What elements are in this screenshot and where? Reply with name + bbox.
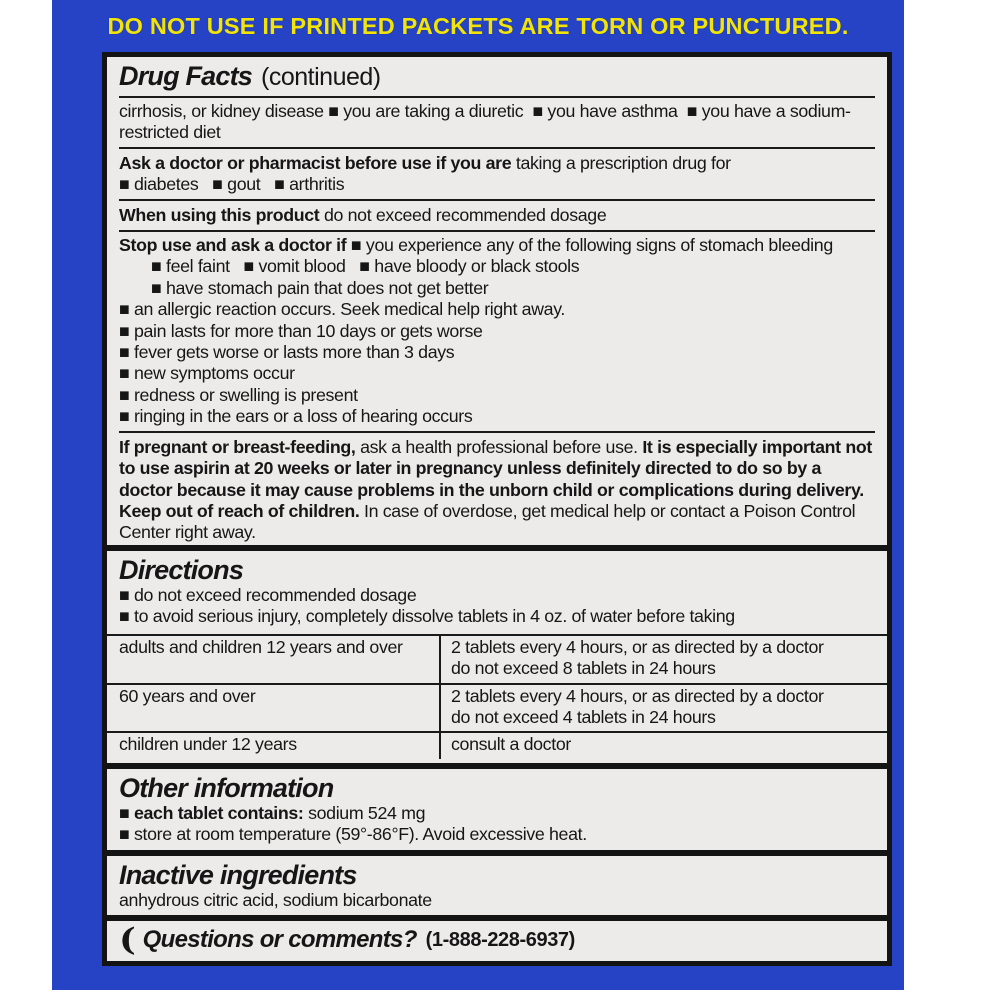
divider-rule — [119, 96, 875, 98]
warning-banner — [52, 0, 904, 52]
cell-age-group: adults and children 12 years and over — [107, 635, 440, 684]
divider-rule — [119, 230, 875, 232]
stop-use-text: ■ you experience any of the following signs of stomach bleeding — [346, 235, 833, 256]
cell-dosage: 2 tablets every 4 hours, or as directed by a doctor do not exceed 8 tablets in 24 hours — [440, 635, 887, 684]
stop-use-bullet: ■ feel faint ■ vomit blood ■ have bloody or black stools — [151, 256, 580, 277]
stop-use-heading: Stop use and ask a doctor if — [119, 235, 347, 256]
phone-number: (1-888-228-6937) — [425, 928, 575, 951]
section-ask-doctor — [119, 153, 875, 174]
warning-banner-text: DO NOT USE IF PRINTED PACKETS ARE TORN OR PUNCTURED. — [107, 12, 849, 39]
cell-age-group: 60 years and over — [107, 684, 440, 733]
conditions-text: cirrhosis, or kidney disease ■ you are taking a diuretic ■ you have asthma ■ you have a sodium-restricted diet — [119, 101, 851, 143]
questions-label: Questions or comments? — [142, 926, 417, 953]
drug-facts-title-text: Drug Facts — [119, 61, 253, 91]
ask-doctor-heading: Ask a doctor or pharmacist before use if you are — [119, 152, 512, 173]
section-stop-use — [119, 235, 875, 256]
ask-doctor-text: taking a prescription drug for — [511, 152, 731, 173]
cell-dosage: 2 tablets every 4 hours, or as directed by a doctor do not exceed 4 tablets in 24 hours — [440, 684, 887, 733]
stop-use-bullet: ■ an allergic reaction occurs. Seek medical help right away. — [119, 299, 566, 320]
inactive-ingredients-text: anhydrous citric acid, sodium bicarbonate — [119, 889, 432, 910]
other-information-panel — [107, 769, 887, 850]
drug-facts-panel — [107, 57, 887, 545]
questions-panel — [107, 921, 887, 961]
divider-rule — [119, 199, 875, 201]
drug-facts-title — [119, 60, 875, 92]
inactive-ingredients-panel — [107, 856, 887, 915]
section-pregnancy-warning: If pregnant or breast-feeding, ask a health professional before use. It is especially important not to use aspirin at 20 weeks or later in pregnancy unless definitely directed to do so by a doctor because it may cause problems in the unborn child or complications during delivery. Keep out of reach of children. In case of overdose, get medical help or contact a Poison Control Center right away. — [119, 436, 877, 543]
divider-rule — [119, 147, 875, 149]
phone-icon: ( — [119, 922, 136, 958]
other-information-bullet: ■ store at room temperature (59°-86°F). Avoid excessive heat. — [119, 824, 587, 845]
directions-bullet: ■ to avoid serious injury, completely dissolve tablets in 4 oz. of water before taking — [119, 606, 735, 627]
table-row-children — [107, 732, 887, 758]
when-using-heading: When using this product — [119, 204, 320, 225]
other-information-title: Other information — [119, 772, 334, 803]
table-row-seniors — [107, 684, 887, 733]
stop-use-bullet: ■ redness or swelling is present — [119, 384, 358, 405]
stop-use-bullet: ■ pain lasts for more than 10 days or gets worse — [119, 320, 483, 341]
questions-row — [119, 924, 875, 957]
stop-use-bullet: ■ ringing in the ears or a loss of hearing occurs — [119, 406, 473, 427]
product-back-panel — [52, 0, 904, 990]
directions-title: Directions — [119, 554, 244, 585]
cell-age-group: children under 12 years — [107, 732, 440, 758]
other-information-bullet: ■ each tablet contains: sodium 524 mg — [119, 802, 426, 823]
dosage-table — [107, 634, 887, 759]
ask-doctor-items: ■ diabetes ■ gout ■ arthritis — [119, 174, 345, 195]
stop-use-bullet: ■ new symptoms occur — [119, 363, 295, 384]
directions-bullet: ■ do not exceed recommended dosage — [119, 584, 417, 605]
when-using-text: do not exceed recommended dosage — [319, 204, 607, 225]
drug-facts-continued-note: (continued) — [261, 63, 381, 91]
section-when-using — [119, 205, 875, 226]
cell-dosage: consult a doctor — [440, 732, 887, 758]
directions-panel — [107, 551, 887, 763]
section-do-not-use-conditions — [119, 101, 875, 144]
stop-use-bullet: ■ fever gets worse or lasts more than 3 days — [119, 342, 455, 363]
inactive-ingredients-title: Inactive ingredients — [119, 859, 357, 890]
stop-use-bullet: ■ have stomach pain that does not get better — [151, 277, 489, 298]
divider-rule — [119, 431, 875, 433]
table-row-adults — [107, 635, 887, 684]
drug-facts-label — [102, 52, 892, 966]
